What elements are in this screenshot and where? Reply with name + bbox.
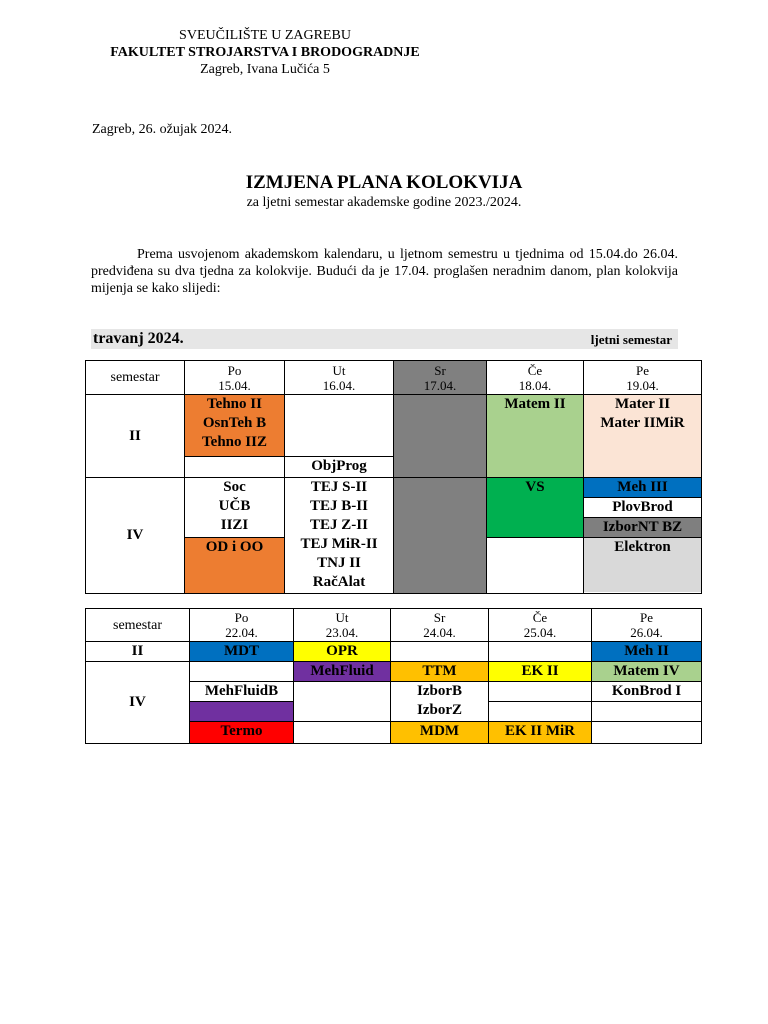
day-date: 23.04. <box>325 625 359 640</box>
exam-cell-empty <box>489 682 592 702</box>
letterhead <box>0 27 530 78</box>
schedule-week-2 <box>85 608 702 744</box>
exam-name: TTM <box>422 663 457 679</box>
day-header <box>391 609 489 642</box>
exam-name: MDM <box>419 723 460 739</box>
day-header <box>285 361 394 395</box>
day-name: Po <box>227 362 242 378</box>
exam-name: KonBrod I <box>611 683 682 699</box>
day-header <box>592 609 702 642</box>
exam-cell-empty <box>487 538 584 594</box>
day-date: 25.04. <box>523 625 557 640</box>
exam-cell-stack <box>584 478 702 594</box>
intro-paragraph <box>91 246 678 297</box>
exam-cell <box>487 395 584 478</box>
day-header <box>584 361 702 395</box>
exam-name: Meh II <box>624 643 669 659</box>
day-date: 18.04. <box>518 377 552 393</box>
exam-cell-empty <box>294 682 391 722</box>
exam-cell <box>487 478 584 538</box>
day-date: 17.04. <box>423 377 457 393</box>
exam-cell-empty <box>489 642 592 662</box>
day-header <box>487 361 584 395</box>
exam-cell <box>391 682 489 722</box>
exam-name: PlovBrod <box>584 498 701 518</box>
exam-name: Mater II <box>614 396 671 412</box>
document-date: Zagreb, 26. ožujak 2024. <box>92 122 232 137</box>
exam-name: UČB <box>218 498 251 514</box>
semester-iv-label: IV <box>86 478 185 594</box>
exam-cell-empty <box>592 702 702 722</box>
faculty-address: Zagreb, Ivana Lučića 5 <box>200 62 330 77</box>
exam-name: Elektron <box>584 538 701 592</box>
exam-cell <box>489 662 592 682</box>
exam-name: Tehno IIZ <box>202 434 267 450</box>
exam-name: VS <box>525 479 545 495</box>
day-date: 16.04. <box>322 377 356 393</box>
exam-name: IzborB <box>417 683 462 699</box>
exam-cell-empty <box>190 662 294 682</box>
exam-cell <box>584 395 702 478</box>
exam-name: TEJ B-II <box>310 498 368 514</box>
holiday-cell <box>394 478 487 594</box>
exam-name: Soc <box>223 479 246 495</box>
semester-ii-label: II <box>86 642 190 662</box>
exam-cell <box>185 395 285 457</box>
day-name: Ut <box>335 610 349 625</box>
exam-name: IzborNT BZ <box>584 518 701 538</box>
day-date: 26.04. <box>630 625 663 640</box>
exam-cell <box>185 538 285 594</box>
day-date: 22.04. <box>225 625 258 640</box>
exam-name: Termo <box>220 723 263 739</box>
exam-cell <box>285 478 394 594</box>
semester-header: semestar <box>86 361 185 395</box>
exam-cell-empty <box>391 642 489 662</box>
exam-cell <box>294 642 391 662</box>
month-bar <box>91 329 678 349</box>
exam-cell <box>185 478 285 538</box>
month-label: travanj 2024. <box>93 330 184 347</box>
exam-cell <box>294 662 391 682</box>
intro-text: Prema usvojenom akademskom kalendaru, u ljetnom semestru u tjednima od 15.04.do 26.04. predviđena su dva tjedna za kolokvije. Budući da je 17.04. proglašen neradnim danom, plan kolokvija mijenja se kako slijedi: <box>91 247 678 296</box>
document-title: IZMJENA PLANA KOLOKVIJA <box>245 172 523 193</box>
university-name: SVEUČILIŠTE U ZAGREBU <box>179 28 351 43</box>
exam-cell <box>190 722 294 744</box>
schedule-week-1 <box>85 360 702 594</box>
exam-cell <box>391 662 489 682</box>
exam-name: RačAlat <box>312 574 366 590</box>
semester-iv-label: IV <box>86 662 190 744</box>
day-name: Sr <box>434 362 446 378</box>
day-name: Pe <box>636 362 649 378</box>
exam-name: OD i OO <box>205 539 264 555</box>
day-date: 24.04. <box>423 625 456 640</box>
exam-cell <box>391 722 489 744</box>
day-name: Sr <box>433 610 446 625</box>
exam-name: MehFluid <box>310 663 374 679</box>
day-name: Če <box>527 362 543 378</box>
day-name: Pe <box>640 610 653 625</box>
day-header-holiday <box>394 361 487 395</box>
exam-name: MDT <box>224 643 259 659</box>
faculty-name: FAKULTET STROJARSTVA I BRODOGRADNJE <box>110 45 420 60</box>
semester-header: semestar <box>86 609 190 642</box>
exam-cell <box>190 682 294 702</box>
exam-cell-empty <box>294 722 391 744</box>
exam-name: TNJ II <box>317 555 361 571</box>
exam-name: Matem II <box>504 396 566 412</box>
day-date: 15.04. <box>218 377 251 393</box>
exam-cell-empty <box>489 702 592 722</box>
day-header <box>190 609 294 642</box>
exam-name: Matem IV <box>613 663 680 679</box>
exam-name: Meh III <box>584 478 701 498</box>
exam-cell <box>190 642 294 662</box>
day-header <box>489 609 592 642</box>
term-label: ljetni semestar <box>590 332 672 347</box>
exam-name: OsnTeh B <box>202 415 267 431</box>
exam-name: IIZI <box>220 517 249 533</box>
semester-ii-label: II <box>86 395 185 478</box>
exam-cell-color <box>190 702 294 722</box>
exam-name: TEJ Z-II <box>310 517 368 533</box>
day-date: 19.04. <box>626 377 659 393</box>
exam-name: Mater IIMiR <box>600 415 685 431</box>
exam-cell-empty <box>185 457 285 478</box>
holiday-cell <box>394 395 487 478</box>
exam-cell <box>489 722 592 744</box>
exam-cell <box>592 662 702 682</box>
exam-name: ObjProg <box>311 458 367 474</box>
exam-name: TEJ S-II <box>310 479 368 495</box>
exam-name: MehFluidB <box>204 683 279 699</box>
day-name: Če <box>532 610 548 625</box>
exam-name: EK II <box>521 663 559 679</box>
exam-name: IzborZ <box>417 702 462 718</box>
exam-name: Tehno II <box>207 396 262 412</box>
day-header <box>185 361 285 395</box>
exam-name: EK II MiR <box>504 723 575 739</box>
exam-cell-empty <box>592 722 702 744</box>
exam-name: TEJ MiR-II <box>300 536 378 552</box>
exam-cell <box>592 682 702 702</box>
exam-cell-empty <box>285 395 394 457</box>
day-header <box>294 609 391 642</box>
document-subtitle: za ljetni semestar akademske godine 2023./2024. <box>246 195 522 210</box>
exam-cell <box>592 642 702 662</box>
exam-name: OPR <box>326 643 358 659</box>
exam-cell <box>285 457 394 478</box>
day-name: Po <box>234 610 249 625</box>
day-name: Ut <box>332 362 346 378</box>
